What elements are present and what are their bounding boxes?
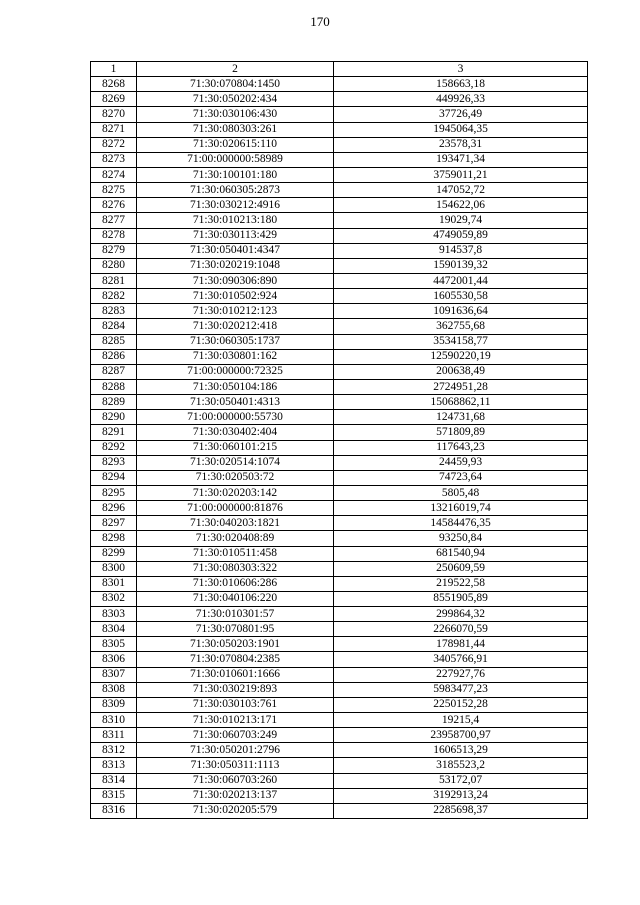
row-number-cell: 8275: [91, 183, 137, 198]
table-row: [91, 697, 588, 712]
row-number-cell: 8298: [91, 531, 137, 546]
row-number-cell: 8293: [91, 455, 137, 470]
table-row: [91, 455, 588, 470]
value-cell: 37726,49: [334, 107, 588, 122]
cadastral-number-cell: 71:30:010511:458: [137, 546, 334, 561]
value-cell: 219522,58: [334, 576, 588, 591]
value-cell: 23578,31: [334, 137, 588, 152]
row-number-cell: 8286: [91, 349, 137, 364]
row-number-cell: 8313: [91, 758, 137, 773]
value-cell: 124731,68: [334, 410, 588, 425]
cadastral-number-cell: 71:00:000000:58989: [137, 152, 334, 167]
cadastral-number-cell: 71:30:020203:142: [137, 485, 334, 500]
table-row: [91, 334, 588, 349]
value-cell: 1605530,58: [334, 289, 588, 304]
value-cell: 571809,89: [334, 425, 588, 440]
value-cell: 154622,06: [334, 198, 588, 213]
row-number-cell: 8272: [91, 137, 137, 152]
row-number-cell: 8281: [91, 273, 137, 288]
row-number-cell: 8310: [91, 713, 137, 728]
cadastral-number-cell: 71:30:010213:180: [137, 213, 334, 228]
row-number-cell: 8280: [91, 258, 137, 273]
row-number-cell: 8299: [91, 546, 137, 561]
table-row: [91, 667, 588, 682]
cadastral-number-cell: 71:30:010606:286: [137, 576, 334, 591]
table-row: [91, 167, 588, 182]
table-row: [91, 349, 588, 364]
cadastral-number-cell: 71:30:020408:89: [137, 531, 334, 546]
column-header-2: 2: [137, 62, 334, 77]
table-row: [91, 470, 588, 485]
value-cell: 3185523,2: [334, 758, 588, 773]
cadastral-number-cell: 71:30:080303:261: [137, 122, 334, 137]
value-cell: 19215,4: [334, 713, 588, 728]
row-number-cell: 8292: [91, 440, 137, 455]
table-row: [91, 152, 588, 167]
row-number-cell: 8296: [91, 501, 137, 516]
value-cell: 19029,74: [334, 213, 588, 228]
value-cell: 5805,48: [334, 485, 588, 500]
cadastral-number-cell: 71:30:040203:1821: [137, 516, 334, 531]
cadastral-number-cell: 71:30:030801:162: [137, 349, 334, 364]
cadastral-number-cell: 71:30:050203:1901: [137, 637, 334, 652]
row-number-cell: 8270: [91, 107, 137, 122]
row-number-cell: 8304: [91, 622, 137, 637]
value-cell: 158663,18: [334, 77, 588, 92]
cadastral-number-cell: 71:00:000000:72325: [137, 364, 334, 379]
table-row: [91, 183, 588, 198]
value-cell: 362755,68: [334, 319, 588, 334]
table-row: [91, 637, 588, 652]
row-number-cell: 8274: [91, 167, 137, 182]
column-header-1: 1: [91, 62, 137, 77]
row-number-cell: 8295: [91, 485, 137, 500]
cadastral-number-cell: 71:30:030113:429: [137, 228, 334, 243]
row-number-cell: 8297: [91, 516, 137, 531]
row-number-cell: 8289: [91, 395, 137, 410]
row-number-cell: 8300: [91, 561, 137, 576]
row-number-cell: 8277: [91, 213, 137, 228]
row-number-cell: 8307: [91, 667, 137, 682]
cadastral-number-cell: 71:30:020503:72: [137, 470, 334, 485]
cadastral-number-cell: 71:00:000000:81876: [137, 501, 334, 516]
row-number-cell: 8294: [91, 470, 137, 485]
value-cell: 8551905,89: [334, 591, 588, 606]
value-cell: 3759011,21: [334, 167, 588, 182]
row-number-cell: 8278: [91, 228, 137, 243]
cadastral-number-cell: 71:30:060703:249: [137, 728, 334, 743]
column-header-3: 3: [334, 62, 588, 77]
table-row: [91, 561, 588, 576]
value-cell: 914537,8: [334, 243, 588, 258]
row-number-cell: 8306: [91, 652, 137, 667]
table-row: [91, 228, 588, 243]
value-cell: 1945064,35: [334, 122, 588, 137]
row-number-cell: 8301: [91, 576, 137, 591]
table-row: [91, 77, 588, 92]
value-cell: 178981,44: [334, 637, 588, 652]
row-number-cell: 8312: [91, 743, 137, 758]
table-row: [91, 440, 588, 455]
table-row: [91, 485, 588, 500]
row-number-cell: 8269: [91, 92, 137, 107]
cadastral-number-cell: 71:30:020514:1074: [137, 455, 334, 470]
value-cell: 53172,07: [334, 773, 588, 788]
value-cell: 250609,59: [334, 561, 588, 576]
cadastral-number-cell: 71:30:010601:1666: [137, 667, 334, 682]
row-number-cell: 8283: [91, 304, 137, 319]
row-number-cell: 8284: [91, 319, 137, 334]
cadastral-number-cell: 71:30:050401:4347: [137, 243, 334, 258]
cadastral-number-cell: 71:30:030402:404: [137, 425, 334, 440]
row-number-cell: 8302: [91, 591, 137, 606]
row-number-cell: 8308: [91, 682, 137, 697]
value-cell: 2250152,28: [334, 697, 588, 712]
row-number-cell: 8268: [91, 77, 137, 92]
table-row: [91, 728, 588, 743]
cadastral-number-cell: 71:30:010213:171: [137, 713, 334, 728]
value-cell: 449926,33: [334, 92, 588, 107]
row-number-cell: 8285: [91, 334, 137, 349]
table-row: [91, 258, 588, 273]
value-cell: 14584476,35: [334, 516, 588, 531]
table-row: [91, 198, 588, 213]
cadastral-number-cell: 71:00:000000:55730: [137, 410, 334, 425]
row-number-cell: 8288: [91, 379, 137, 394]
table-row: [91, 137, 588, 152]
table-row: [91, 546, 588, 561]
page-number: 170: [310, 14, 330, 29]
row-number-cell: 8276: [91, 198, 137, 213]
cadastral-number-cell: 71:30:060305:1737: [137, 334, 334, 349]
value-cell: 13216019,74: [334, 501, 588, 516]
value-cell: 3405766,91: [334, 652, 588, 667]
table-row: [91, 652, 588, 667]
table-row: [91, 516, 588, 531]
table-row: [91, 273, 588, 288]
table-row: [91, 803, 588, 818]
cadastral-number-cell: 71:30:030106:430: [137, 107, 334, 122]
cadastral-number-cell: 71:30:090306:890: [137, 273, 334, 288]
row-number-cell: 8303: [91, 607, 137, 622]
table-row: [91, 713, 588, 728]
cadastral-number-cell: 71:30:070801:95: [137, 622, 334, 637]
cadastral-number-cell: 71:30:020205:579: [137, 803, 334, 818]
cadastral-number-cell: 71:30:100101:180: [137, 167, 334, 182]
value-cell: 12590220,19: [334, 349, 588, 364]
row-number-cell: 8311: [91, 728, 137, 743]
row-number-cell: 8309: [91, 697, 137, 712]
table-header-row: [91, 62, 588, 77]
cadastral-number-cell: 71:30:020212:418: [137, 319, 334, 334]
table-row: [91, 531, 588, 546]
value-cell: 24459,93: [334, 455, 588, 470]
value-cell: 681540,94: [334, 546, 588, 561]
cadastral-number-cell: 71:30:050311:1113: [137, 758, 334, 773]
cadastral-number-cell: 71:30:060703:260: [137, 773, 334, 788]
row-number-cell: 8271: [91, 122, 137, 137]
table-row: [91, 622, 588, 637]
table-row: [91, 379, 588, 394]
cadastral-number-cell: 71:30:050202:434: [137, 92, 334, 107]
cadastral-number-cell: 71:30:050401:4313: [137, 395, 334, 410]
row-number-cell: 8273: [91, 152, 137, 167]
table-row: [91, 743, 588, 758]
table-row: [91, 304, 588, 319]
cadastral-number-cell: 71:30:020213:137: [137, 788, 334, 803]
row-number-cell: 8290: [91, 410, 137, 425]
table-row: [91, 501, 588, 516]
value-cell: 74723,64: [334, 470, 588, 485]
cadastral-number-cell: 71:30:010502:924: [137, 289, 334, 304]
table-row: [91, 364, 588, 379]
value-cell: 15068862,11: [334, 395, 588, 410]
value-cell: 117643,23: [334, 440, 588, 455]
table-row: [91, 213, 588, 228]
value-cell: 147052,72: [334, 183, 588, 198]
table-row: [91, 92, 588, 107]
cadastral-number-cell: 71:30:020615:110: [137, 137, 334, 152]
value-cell: 3534158,77: [334, 334, 588, 349]
cadastral-number-cell: 71:30:030103:761: [137, 697, 334, 712]
row-number-cell: 8315: [91, 788, 137, 803]
value-cell: 4749059,89: [334, 228, 588, 243]
value-cell: 1606513,29: [334, 743, 588, 758]
cadastral-number-cell: 71:30:060305:2873: [137, 183, 334, 198]
table-row: [91, 591, 588, 606]
row-number-cell: 8305: [91, 637, 137, 652]
table-row: [91, 607, 588, 622]
value-cell: 2266070,59: [334, 622, 588, 637]
value-cell: 2724951,28: [334, 379, 588, 394]
value-cell: 1091636,64: [334, 304, 588, 319]
table-row: [91, 410, 588, 425]
cadastral-number-cell: 71:30:030219:893: [137, 682, 334, 697]
row-number-cell: 8287: [91, 364, 137, 379]
cadastral-number-cell: 71:30:050201:2796: [137, 743, 334, 758]
table-row: [91, 425, 588, 440]
value-cell: 2285698,37: [334, 803, 588, 818]
cadastral-number-cell: 71:30:010212:123: [137, 304, 334, 319]
value-cell: 193471,34: [334, 152, 588, 167]
table-row: [91, 788, 588, 803]
table-row: [91, 107, 588, 122]
cadastral-number-cell: 71:30:040106:220: [137, 591, 334, 606]
cadastral-number-cell: 71:30:030212:4916: [137, 198, 334, 213]
table-row: [91, 122, 588, 137]
table-row: [91, 758, 588, 773]
cadastral-number-cell: 71:30:010301:57: [137, 607, 334, 622]
value-cell: 93250,84: [334, 531, 588, 546]
value-cell: 299864,32: [334, 607, 588, 622]
value-cell: 200638,49: [334, 364, 588, 379]
value-cell: 227927,76: [334, 667, 588, 682]
row-number-cell: 8279: [91, 243, 137, 258]
cadastral-number-cell: 71:30:070804:1450: [137, 77, 334, 92]
value-cell: 1590139,32: [334, 258, 588, 273]
value-cell: 5983477,23: [334, 682, 588, 697]
cadastral-number-cell: 71:30:080303:322: [137, 561, 334, 576]
table-row: [91, 773, 588, 788]
table-row: [91, 682, 588, 697]
table-body: [91, 77, 588, 819]
value-cell: 4472001,44: [334, 273, 588, 288]
cadastral-number-cell: 71:30:020219:1048: [137, 258, 334, 273]
table-row: [91, 243, 588, 258]
cadastral-number-cell: 71:30:060101:215: [137, 440, 334, 455]
registry-table: [90, 61, 588, 819]
table-row: [91, 395, 588, 410]
cadastral-number-cell: 71:30:050104:186: [137, 379, 334, 394]
table-row: [91, 289, 588, 304]
row-number-cell: 8291: [91, 425, 137, 440]
value-cell: 3192913,24: [334, 788, 588, 803]
value-cell: 23958700,97: [334, 728, 588, 743]
table-row: [91, 319, 588, 334]
row-number-cell: 8314: [91, 773, 137, 788]
cadastral-number-cell: 71:30:070804:2385: [137, 652, 334, 667]
table-row: [91, 576, 588, 591]
row-number-cell: 8316: [91, 803, 137, 818]
row-number-cell: 8282: [91, 289, 137, 304]
